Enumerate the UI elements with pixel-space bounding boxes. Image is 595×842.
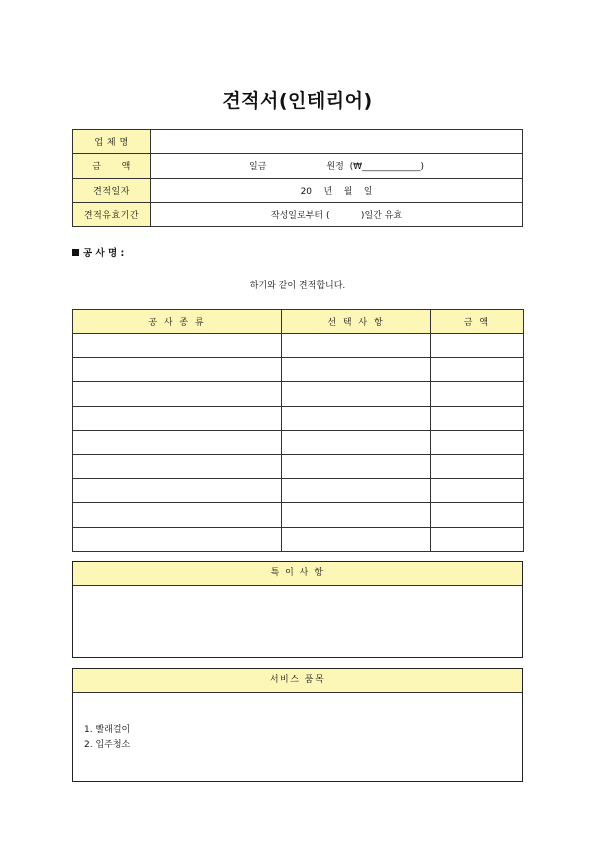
list-item: 1. 빨래걸이 [84, 725, 131, 735]
amount-cell[interactable] [431, 382, 524, 406]
table-row [73, 430, 524, 454]
page-title: 견적서(인테리어) [222, 90, 373, 112]
validity-row [73, 202, 523, 226]
service-item-list [73, 693, 522, 753]
options-cell[interactable] [282, 503, 431, 527]
amount-cell[interactable] [431, 358, 524, 382]
options-cell[interactable] [282, 527, 431, 551]
amount-row [73, 154, 523, 178]
remarks-section [72, 561, 523, 658]
table-row [73, 382, 524, 406]
table-row [73, 479, 524, 503]
options-cell[interactable] [282, 454, 431, 478]
amount-cell[interactable] [431, 406, 524, 430]
table-row [73, 503, 524, 527]
column-header-options: 선 택 사 항 [282, 310, 431, 334]
work-type-cell[interactable] [73, 503, 282, 527]
work-type-cell[interactable] [73, 479, 282, 503]
amount-field[interactable]: 일금 원정 (₩_____________) [151, 154, 523, 178]
amount-label: 금 액 [73, 154, 151, 178]
company-field[interactable] [151, 130, 523, 154]
items-header-row [73, 310, 524, 334]
options-cell[interactable] [282, 382, 431, 406]
estimate-note: 하기와 같이 견적합니다. [249, 281, 346, 291]
options-cell[interactable] [282, 430, 431, 454]
table-row [73, 406, 524, 430]
service-title: 서비스 품목 [73, 669, 522, 693]
options-cell[interactable] [282, 479, 431, 503]
table-row [73, 527, 524, 551]
square-bullet-icon [72, 249, 79, 256]
amount-cell[interactable] [431, 430, 524, 454]
date-field[interactable]: 20 년 월 일 [151, 178, 523, 202]
amount-cell[interactable] [431, 334, 524, 358]
date-row [73, 178, 523, 202]
work-type-cell[interactable] [73, 430, 282, 454]
date-label: 견적일자 [73, 178, 151, 202]
column-header-work-type: 공 사 종 류 [73, 310, 282, 334]
list-item: 2. 입주청소 [84, 740, 131, 750]
remarks-content[interactable] [73, 586, 522, 656]
amount-cell[interactable] [431, 454, 524, 478]
remarks-title: 특 이 사 항 [73, 562, 522, 586]
work-type-cell[interactable] [73, 382, 282, 406]
amount-cell[interactable] [431, 527, 524, 551]
project-name-label [72, 245, 124, 259]
estimate-header-table [72, 129, 523, 227]
work-type-cell[interactable] [73, 334, 282, 358]
service-section [72, 668, 523, 782]
table-row [73, 334, 524, 358]
table-row [73, 454, 524, 478]
options-cell[interactable] [282, 358, 431, 382]
project-label-text: 공 사 명 : [83, 248, 125, 259]
options-cell[interactable] [282, 406, 431, 430]
column-header-amount: 금 액 [431, 310, 524, 334]
work-type-cell[interactable] [73, 406, 282, 430]
work-type-cell[interactable] [73, 358, 282, 382]
amount-cell[interactable] [431, 503, 524, 527]
amount-cell[interactable] [431, 479, 524, 503]
work-type-cell[interactable] [73, 527, 282, 551]
options-cell[interactable] [282, 334, 431, 358]
work-type-cell[interactable] [73, 454, 282, 478]
company-row [73, 130, 523, 154]
validity-label: 견적유효기간 [73, 202, 151, 226]
table-row [73, 358, 524, 382]
company-label: 업 체 명 [73, 130, 151, 154]
validity-field[interactable]: 작성일로부터 ( )일간 유효 [151, 202, 523, 226]
items-table [72, 309, 524, 552]
